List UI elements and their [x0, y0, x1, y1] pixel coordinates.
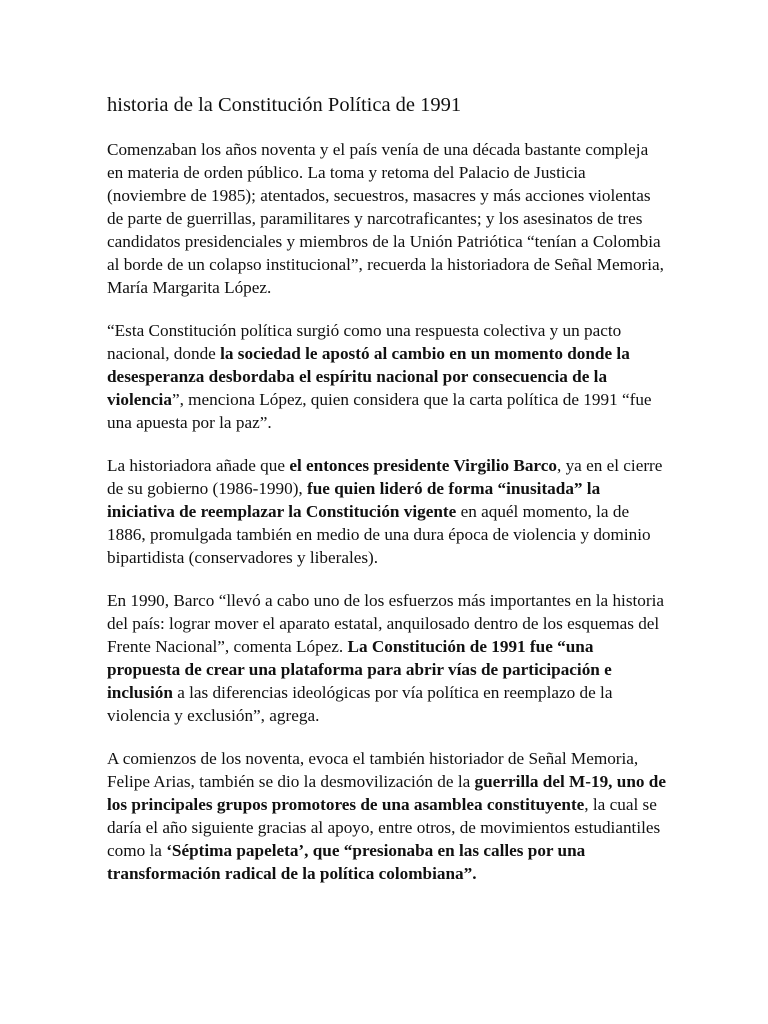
- bold-text-run: la sociedad le apostó al cambio en un momento donde la desesperanza desbordaba el espíritu nacional por consecuencia de la violencia: [107, 344, 630, 409]
- text-run: “Esta Constitución política surgió como una respuesta colectiva y un pacto nacional, donde: [107, 321, 622, 363]
- text-run: A comienzos de los noventa, evoca el también historiador de Señal Memoria, Felipe Arias, también se dio la desmovilización de la: [107, 749, 639, 791]
- bold-text-run: La Constitución de 1991 fue “una propuesta de crear una plataforma para abrir vías de participación e inclusión: [107, 637, 612, 702]
- text-run: En 1990, Barco “llevó a cabo uno de los esfuerzos más importantes en la historia del país: lograr mover el aparato estatal, anquilosado dentro de los esquemas del Frente Nacional”, comenta López.: [107, 591, 664, 656]
- document-title: historia de la Constitución Política de 1991: [107, 94, 462, 116]
- text-run: Comenzaban los años noventa y el país venía de una década bastante compleja en materia de orden público. La toma y retoma del Palacio de Justicia (noviembre de 1985); atentados, secuestros, masacres y más acciones violentas de parte de guerrillas, paramilitares y narcotraficantes; y los asesinatos de tres candidatos presidenciales y miembros de la Unión Patriótica “tenían a Colombia al borde de un colapso institucional”, recuerda la historiadora de Señal Memoria, María Margarita López.: [107, 140, 664, 297]
- paragraph: [107, 454, 667, 569]
- paragraph: [107, 589, 667, 727]
- paragraph: [107, 319, 667, 434]
- text-run: a las diferencias ideológicas por vía política en reemplazo de la violencia y exclusión”, agrega.: [107, 683, 613, 725]
- text-run: , la cual se daría el año siguiente gracias al apoyo, entre otros, de movimientos estudiantiles como la: [107, 795, 661, 860]
- text-run: ”, menciona López, quien considera que la carta política de 1991 “fue una apuesta por la paz”.: [107, 390, 652, 432]
- bold-text-run: ‘Séptima papeleta’, que “presionaba en las calles por una transformación radical de la política colombiana”.: [107, 841, 586, 883]
- document-page: [107, 90, 667, 905]
- bold-text-run: fue quien lideró de forma “inusitada” la iniciativa de reemplazar la Constitución vigente: [107, 479, 601, 521]
- paragraph: [107, 138, 667, 299]
- text-run: en aquél momento, la de 1886, promulgada también en medio de una dura época de violencia y dominio bipartidista (conservadores y liberales).: [107, 502, 651, 567]
- text-run: La historiadora añade que: [107, 456, 290, 475]
- bold-text-run: el entonces presidente Virgilio Barco: [289, 456, 557, 475]
- text-run: , ya en el cierre de su gobierno (1986-1990),: [107, 456, 663, 498]
- document-body: [107, 138, 667, 885]
- bold-text-run: guerrilla del M-19, uno de los principales grupos promotores de una asamblea constituyente: [107, 772, 666, 814]
- paragraph: [107, 747, 667, 885]
